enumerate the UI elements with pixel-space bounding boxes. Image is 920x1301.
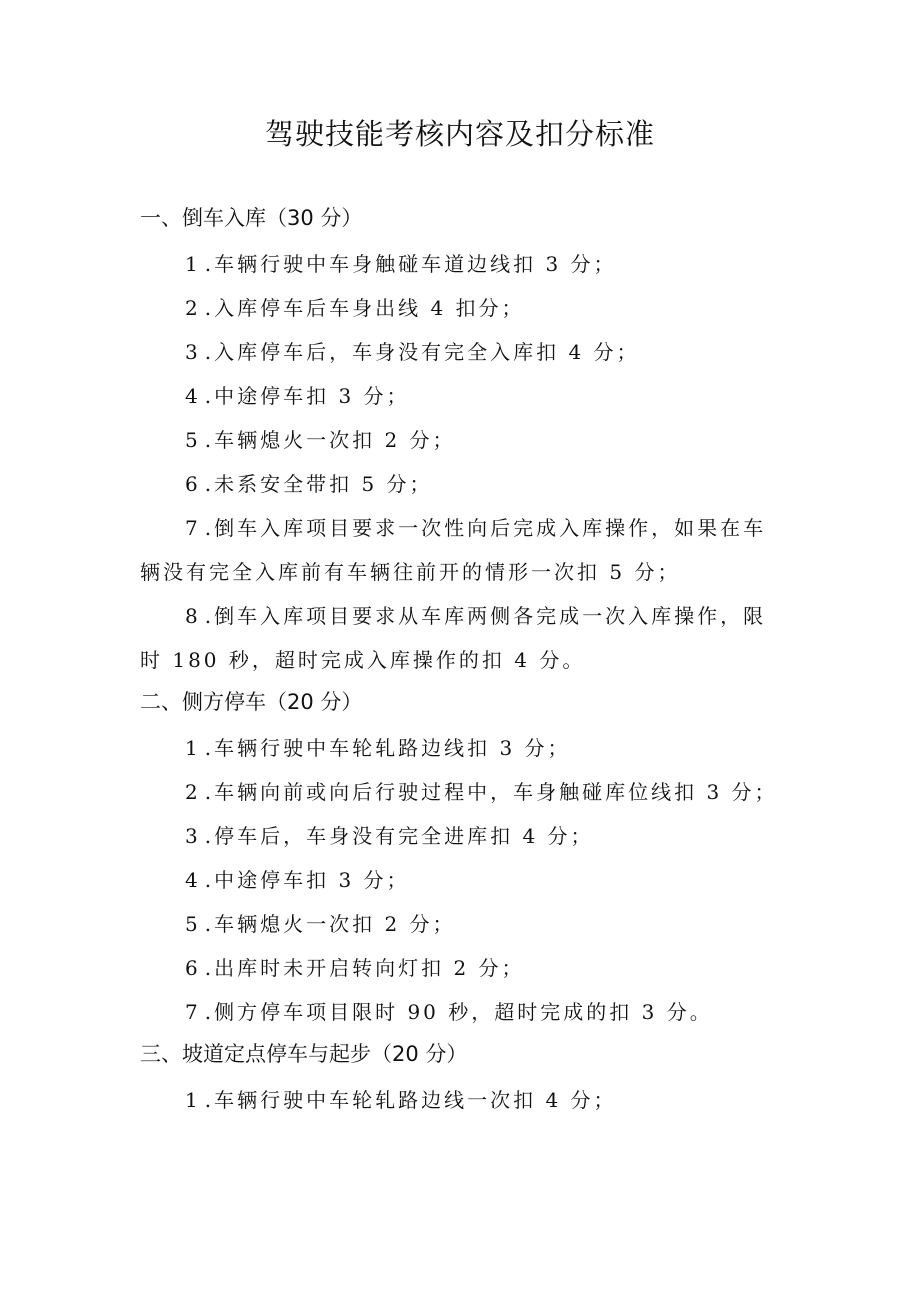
item-text: .倒车入库项目要求从车库两侧各完成一次入库操作，限 — [204, 604, 767, 628]
section-heading: 三、坡道定点停车与起步（20 分） — [140, 1042, 468, 1066]
item-number: 7 — [185, 1000, 201, 1024]
item-number: 1 — [185, 1088, 201, 1112]
list-item — [185, 601, 766, 631]
list-item — [185, 249, 617, 279]
item-number: 5 — [185, 428, 201, 452]
list-item — [185, 381, 410, 411]
item-text: .车辆向前或向后行驶过程中，车身触碰库位线扣 3 分； — [204, 780, 778, 804]
list-item — [185, 513, 766, 543]
item-number: 6 — [185, 956, 201, 980]
list-item — [185, 997, 713, 1027]
item-text: .中途停车扣 3 分； — [204, 868, 410, 892]
item-number: 2 — [185, 780, 201, 804]
item-number: 1 — [185, 252, 201, 276]
list-item — [185, 777, 778, 807]
list-item — [185, 821, 594, 851]
item-number: 1 — [185, 736, 201, 760]
item-text: .中途停车扣 3 分； — [204, 384, 410, 408]
section-heading: 二、侧方停车（20 分） — [140, 690, 363, 714]
item-text: .车辆行驶中车身触碰车道边线扣 3 分； — [204, 252, 617, 276]
item-number: 6 — [185, 472, 201, 496]
document-title: 驾驶技能考核内容及扣分标准 — [264, 117, 655, 151]
item-number: 5 — [185, 912, 201, 936]
item-text: .入库停车后车身出线 4 扣分； — [204, 296, 525, 320]
item-text: .未系安全带扣 5 分； — [204, 472, 433, 496]
item-text: .侧方停车项目限时 90 秒，超时完成的扣 3 分。 — [204, 1000, 713, 1024]
item-text: .入库停车后，车身没有完全入库扣 4 分； — [204, 340, 640, 364]
item-number: 7 — [185, 516, 201, 540]
item-text: .车辆行驶中车轮轧路边线扣 3 分； — [204, 736, 571, 760]
item-number: 4 — [185, 868, 201, 892]
item-text: .车辆熄火一次扣 2 分； — [204, 912, 456, 936]
list-item — [185, 469, 433, 499]
item-number: 8 — [185, 604, 201, 628]
list-item — [185, 337, 640, 367]
item-number: 3 — [185, 824, 201, 848]
item-number: 3 — [185, 340, 201, 364]
section-heading: 一、倒车入库（30 分） — [140, 206, 363, 230]
list-item-continuation: 时 180 秒，超时完成入库操作的扣 4 分。 — [140, 648, 586, 672]
list-item — [185, 909, 456, 939]
list-item-continuation: 辆没有完全入库前有车辆往前开的情形一次扣 5 分； — [140, 560, 681, 584]
list-item — [185, 953, 525, 983]
item-number: 2 — [185, 296, 201, 320]
list-item — [185, 733, 571, 763]
list-item — [185, 293, 525, 323]
item-text: .出库时未开启转向灯扣 2 分； — [204, 956, 525, 980]
item-text: .车辆行驶中车轮轧路边线一次扣 4 分； — [204, 1088, 617, 1112]
item-text: .停车后，车身没有完全进库扣 4 分； — [204, 824, 594, 848]
list-item — [185, 1085, 617, 1115]
item-text: .倒车入库项目要求一次性向后完成入库操作，如果在车 — [204, 516, 767, 540]
list-item — [185, 425, 456, 455]
list-item — [185, 865, 410, 895]
item-number: 4 — [185, 384, 201, 408]
item-text: .车辆熄火一次扣 2 分； — [204, 428, 456, 452]
